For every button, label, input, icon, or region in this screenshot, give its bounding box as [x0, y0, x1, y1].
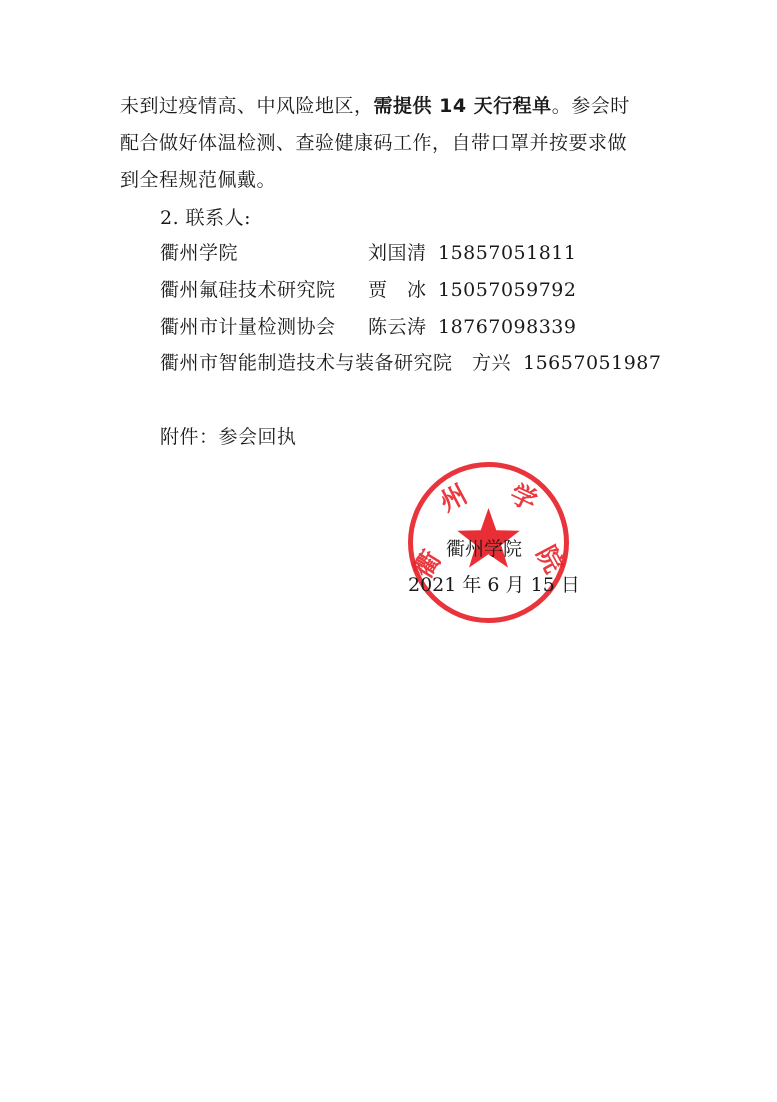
svg-text:衢: 衢: [408, 545, 448, 584]
notice-line-1: [120, 88, 665, 125]
contact-org: 衢州学院: [160, 242, 239, 264]
svg-text:院: 院: [529, 541, 569, 579]
notice-line-1-end: 。参会时: [551, 95, 630, 117]
signature-org: 衢州学院: [446, 538, 523, 560]
signature-date: 2021 年 6 月 15 日: [408, 574, 580, 596]
contact-org: 衢州市计量检测协会: [160, 316, 336, 338]
notice-line-1-start: 未到过疫情高、中风险地区，: [120, 95, 374, 117]
notice-line-2: 配合做好体温检测、查验健康码工作，自带口罩并按要求做: [120, 132, 628, 154]
contact-phone: 15857051811: [438, 242, 577, 264]
contact-name: 刘国清: [368, 242, 427, 264]
contacts-heading: 2. 联系人:: [160, 207, 252, 229]
contact-phone: 15657051987: [523, 352, 662, 374]
contact-name: 陈云涛: [368, 316, 427, 338]
notice-paragraph: [120, 88, 665, 199]
contact-name: 贾 冰: [368, 279, 427, 301]
notice-line-3: 到全程规范佩戴。: [120, 169, 277, 191]
contact-phone: 15057059792: [438, 279, 577, 301]
contact-org: 衢州市智能制造技术与装备研究院: [160, 352, 453, 374]
attachment-note: 附件：参会回执: [160, 426, 297, 448]
svg-text:州: 州: [435, 479, 473, 519]
svg-text:学: 学: [505, 479, 542, 518]
contact-org: 衢州氟硅技术研究院: [160, 279, 336, 301]
contact-phone: 18767098339: [438, 316, 577, 338]
contact-name: 方兴: [472, 352, 512, 374]
notice-line-1-bold: 需提供 14 天行程单: [373, 95, 552, 117]
